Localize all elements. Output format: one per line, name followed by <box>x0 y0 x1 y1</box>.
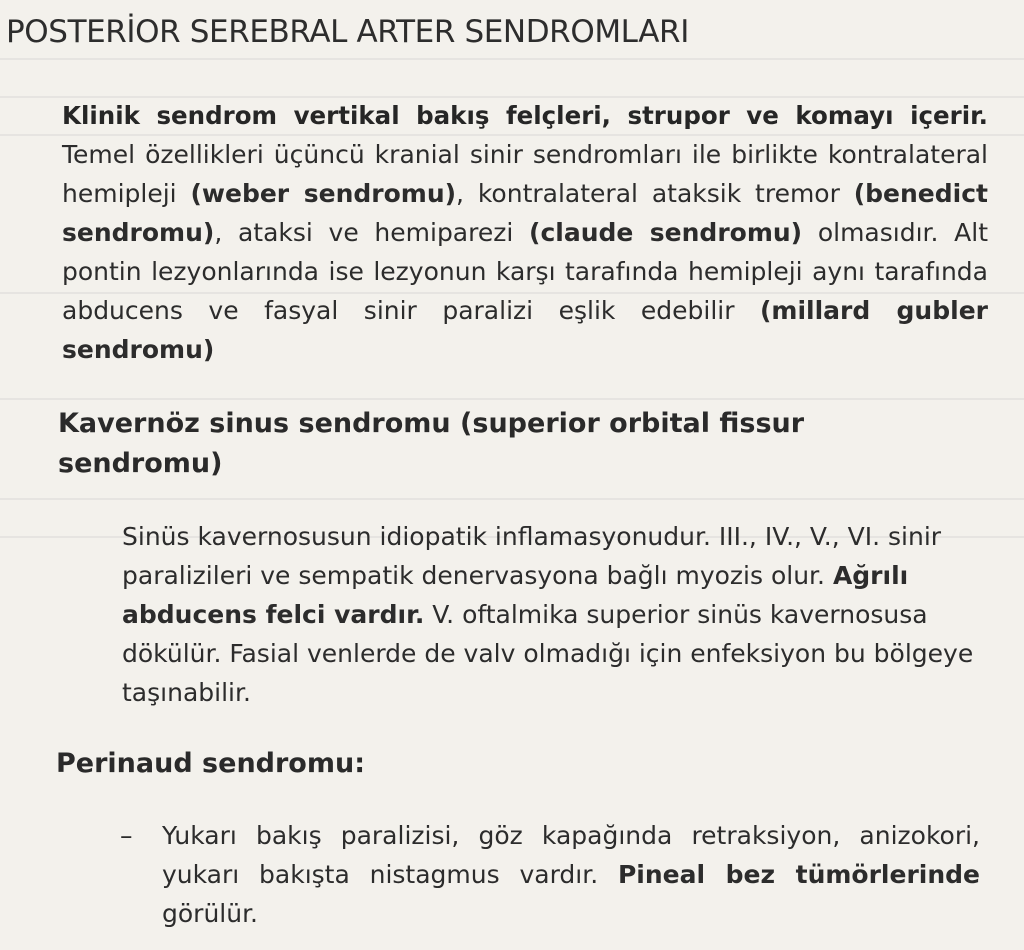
perinaud-bullet <box>120 816 980 933</box>
bleed-through-line <box>0 398 1024 400</box>
body-text: Sinüs kavernosusun idiopatik inflamasyonudur. III., IV., V., VI. sinir paralizileri ve sempatik denervasyona bağlı myozis olur. <box>122 522 942 590</box>
emphasis-text: Ağrılı abducens felci vardır. <box>122 561 909 629</box>
syndrome-name-benedict: (benedict sendromu) <box>62 179 988 247</box>
section-cavernous-sinus <box>58 404 888 484</box>
syndrome-name-millard-gubler: (millard gubler sendromu) <box>62 296 988 364</box>
emphasis-text: Pineal bez tümörlerinde <box>617 860 980 889</box>
body-text: Temel özellikleri üçüncü kranial sinir sendromları ile birlikte kontralateral hemipleji <box>62 140 988 208</box>
page-title: POSTERİOR SEREBRAL ARTER SENDROMLARI <box>6 14 689 50</box>
body-text: Yukarı bakış paralizisi, göz kapağında retraksiyon, anizokori, yukarı bakışta nistagmus vardır. <box>162 821 980 889</box>
section-paragraph <box>162 816 980 933</box>
bleed-through-line <box>0 498 1024 500</box>
body-text: , kontralateral ataksik tremor <box>456 179 854 208</box>
body-text: V. oftalmika superior sinüs kavernosusa dökülür. Fasial venlerde de valv olmadığı için enfeksiyon bu bölgeye taşınabilir. <box>122 600 974 707</box>
lead-sentence: Klinik sendrom vertikal bakış felçleri, strupor ve komayı içerir. <box>62 101 988 130</box>
syndrome-name-claude: (claude sendromu) <box>529 218 803 247</box>
bleed-through-line <box>0 58 1024 60</box>
section-paragraph <box>62 96 988 369</box>
body-text: olmasıdır. Alt pontin lezyonlarında ise lezyonun karşı tarafında hemipleji aynı tarafında abducens ve fasyal sinir paralizi eşlik edebilir <box>62 218 988 325</box>
body-text: , ataksi ve hemiparezi <box>214 218 530 247</box>
syndrome-name-weber: (weber sendromu) <box>190 179 457 208</box>
section-paragraph <box>122 517 986 712</box>
dash-bullet: – <box>120 821 133 850</box>
section-perinaud <box>56 744 656 784</box>
section-posterior-syndromes <box>62 96 988 369</box>
section-heading: Perinaud sendromu: <box>56 748 366 779</box>
body-text: görülür. <box>162 899 259 928</box>
section-heading: Kavernöz sinus sendromu (superior orbital fissur sendromu) <box>58 408 805 479</box>
section-cavernous-body <box>122 517 986 712</box>
